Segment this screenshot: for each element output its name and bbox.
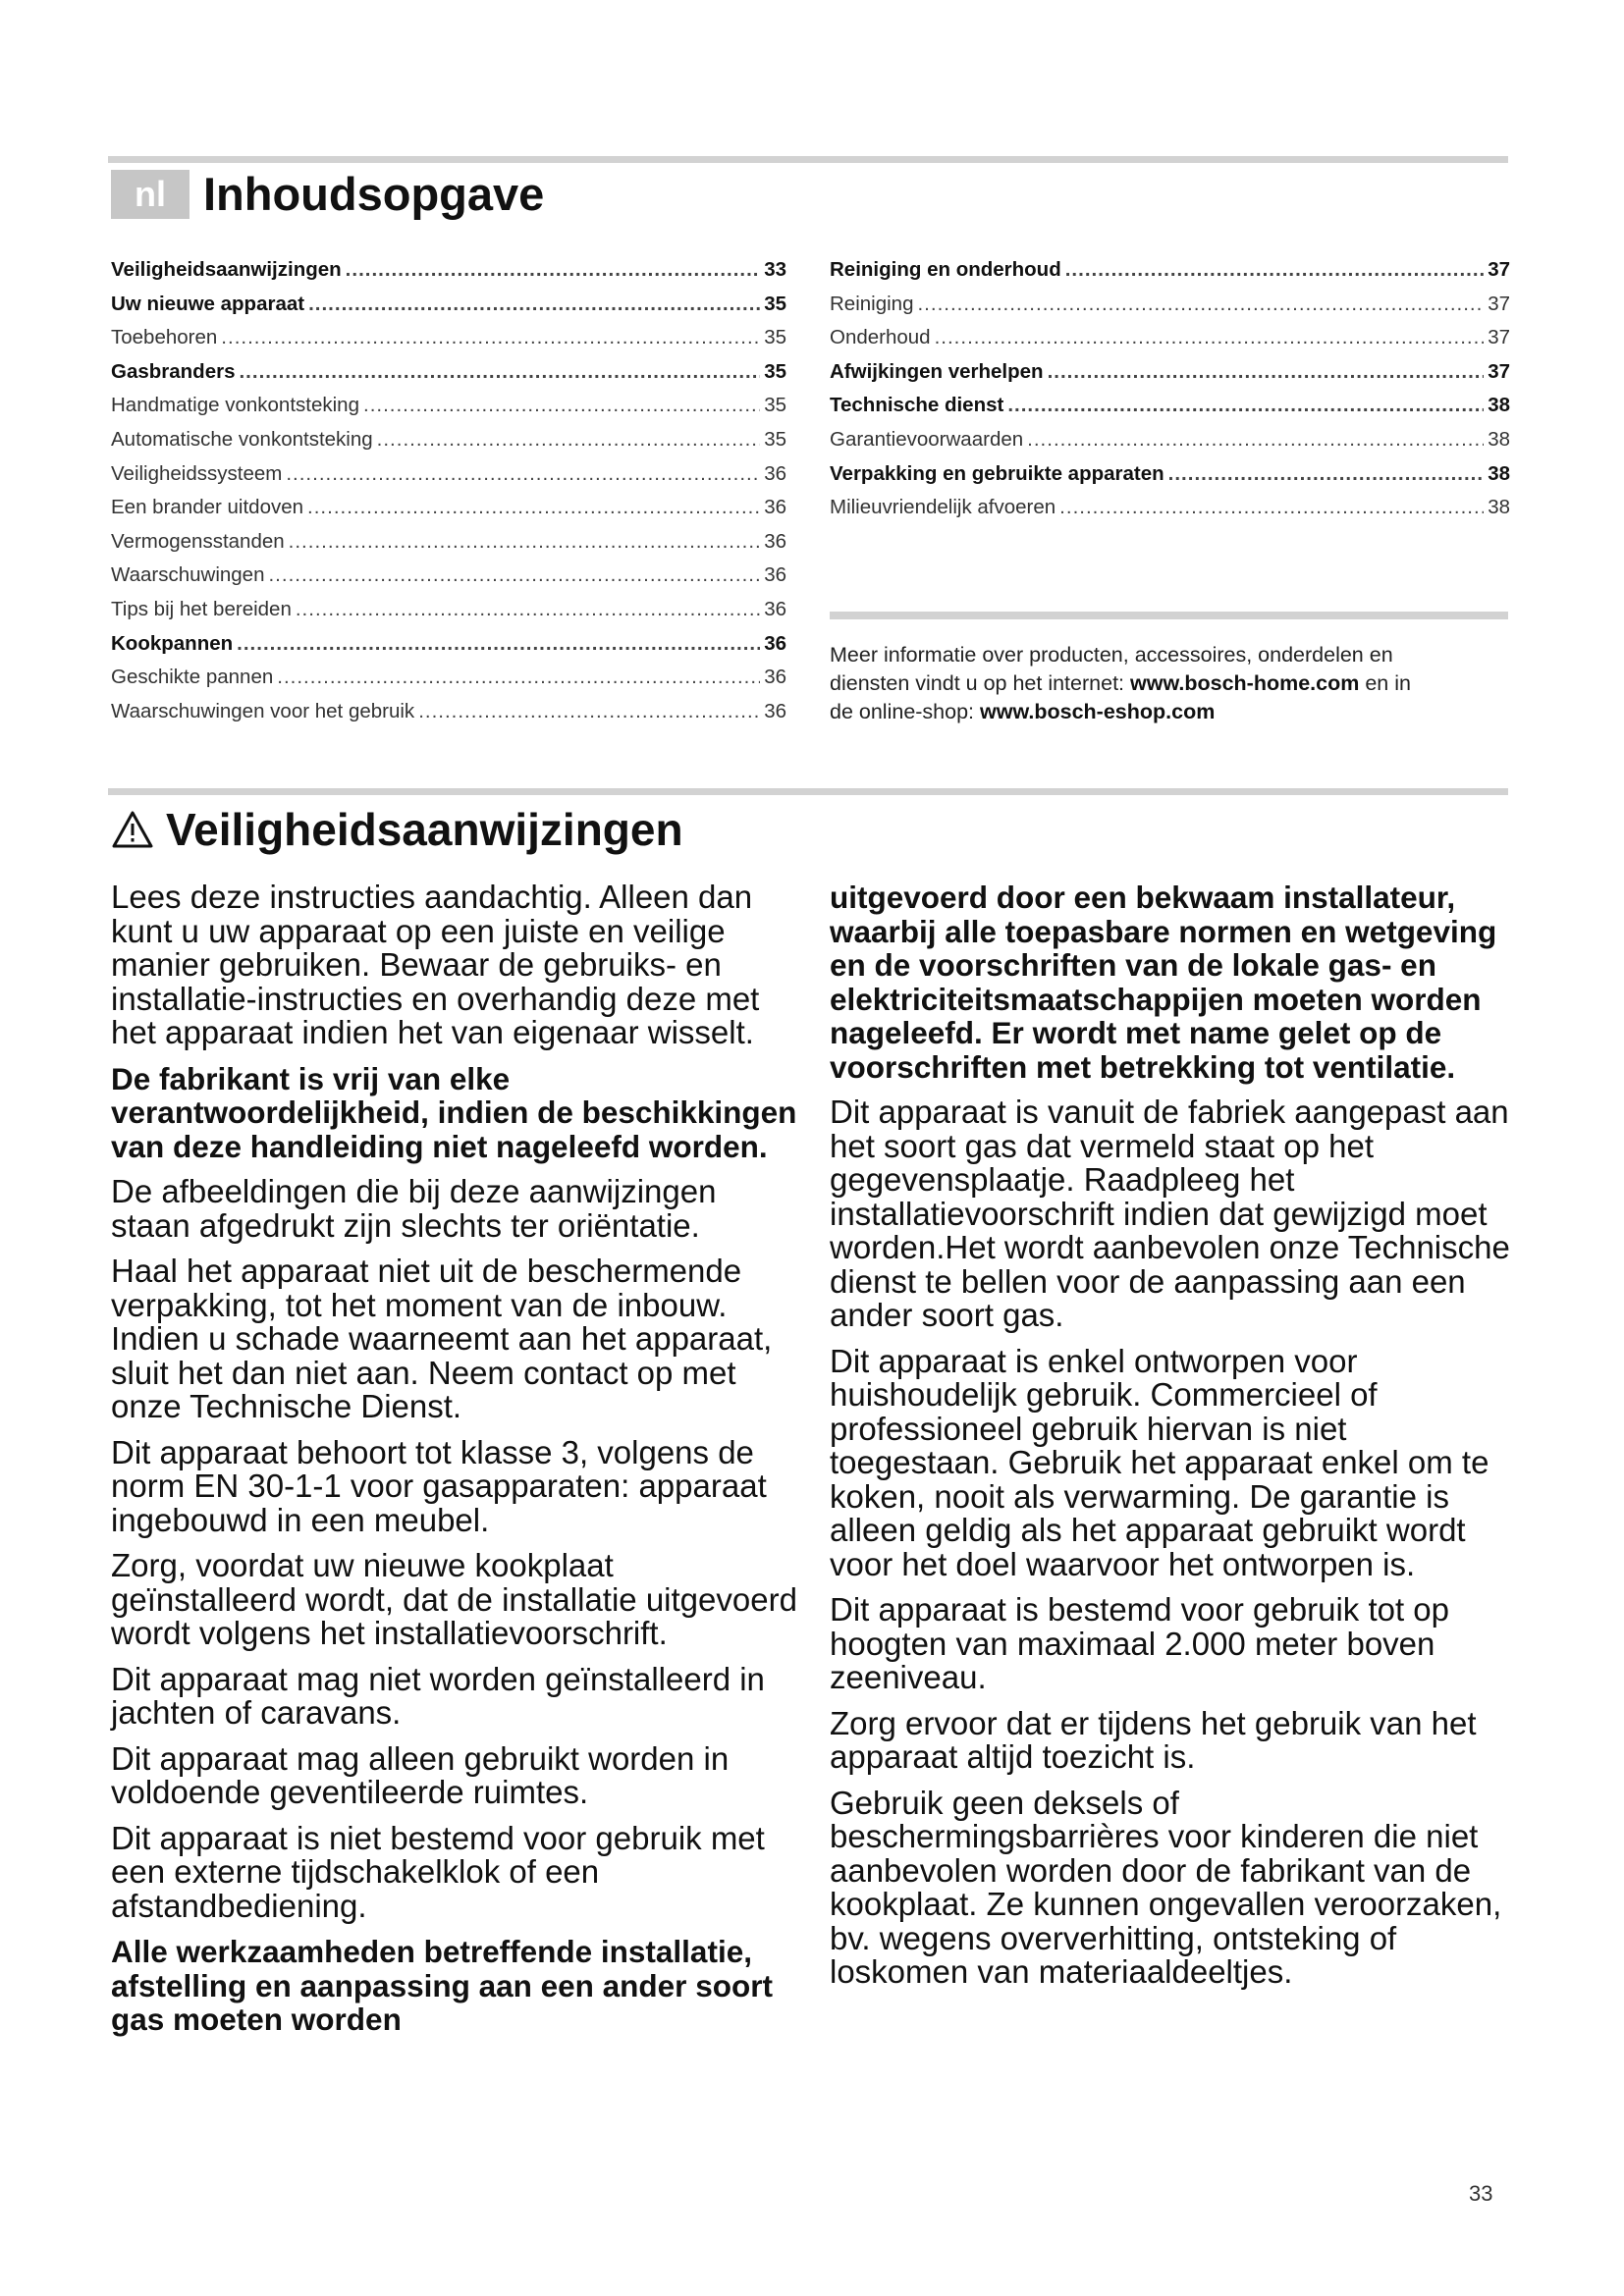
toc-entry-page: 36 [764, 461, 786, 485]
toc-entry-title: Garantievoorwaarden [830, 427, 1024, 451]
toc-entry-title: Handmatige vonkontsteking [111, 394, 359, 417]
toc-entry[interactable] [111, 632, 786, 667]
toc-entry-page: 36 [764, 529, 786, 553]
toc-entry-title: Waarschuwingen [111, 563, 265, 587]
warning-paragraph: uitgevoerd door een bekwaam installateur, waarbij alle toepasbare normen en wetgeving en de voorschriften van de lokale gas- en elektriciteitsmaatschappijen moeten worden nageleefd. Er wordt met name gelet op de voorschriften met betrekking tot ventilatie. [830, 880, 1497, 1085]
toc-entry-page: 36 [764, 699, 786, 722]
toc-entry-page: 37 [1488, 292, 1510, 315]
toc-entry-title: Veiligheidssysteem [111, 461, 283, 485]
toc-entry-page: 38 [1488, 461, 1510, 485]
toc-entry-title: Milieuvriendelijk afvoeren [830, 496, 1056, 519]
section-title: Veiligheidsaanwijzingen [166, 804, 683, 855]
toc-entry-title: Gasbranders [111, 359, 236, 383]
toc-entry-page: 37 [1488, 258, 1510, 281]
paragraph: Dit apparaat is niet bestemd voor gebruik met een externe tijdschakelklok of een afstandbediening. [111, 1819, 765, 1924]
toc-leader-dots [277, 666, 760, 689]
toc-entry-title: Tips bij het bereiden [111, 597, 292, 620]
toc-entry[interactable] [111, 563, 786, 598]
toc-entry[interactable] [830, 428, 1510, 462]
paragraph: Lees deze instructies aandachtig. Alleen dan kunt u uw apparaat op een juiste en veilige manier gebruiken. Bewaar de gebruiks- en installatie-instructies en overhandig deze met het apparaat indien het van eigenaar wisselt. [111, 879, 760, 1050]
toc-leader-dots [418, 700, 760, 723]
toc-entry-title: Technische dienst [830, 394, 1004, 417]
top-divider [108, 156, 1508, 163]
toc-leader-dots [935, 326, 1485, 349]
toc-entry[interactable] [830, 462, 1510, 497]
toc-leader-dots [346, 258, 761, 282]
toc-entry[interactable] [111, 666, 786, 700]
toc-entry-title: Reiniging en onderhoud [830, 258, 1061, 281]
paragraph: Dit apparaat is bestemd voor gebruik tot op hoogten van maximaal 2.000 meter boven zeeniveau. [830, 1591, 1450, 1695]
toc-entry-page: 35 [764, 427, 786, 451]
toc-leader-dots [221, 326, 760, 349]
toc-entry[interactable] [111, 428, 786, 462]
toc-entry[interactable] [111, 700, 786, 734]
toc-leader-dots [1027, 428, 1484, 452]
paragraph: Gebruik geen deksels of beschermingsbarrières voor kinderen die niet aanbevolen worden door de fabrikant van de kookplaat. Ze kunnen ongevallen veroorzaken, bv. wegens oververhitting, ontsteking of loskomen van materiaaldeeltjes. [830, 1784, 1502, 1990]
toc-entry-page: 35 [764, 359, 786, 383]
toc-entry[interactable] [111, 496, 786, 530]
toc-leader-dots [296, 598, 760, 621]
toc-entry[interactable] [830, 394, 1510, 428]
toc-entry[interactable] [111, 462, 786, 497]
toc-entry[interactable] [111, 598, 786, 632]
toc-entry[interactable] [111, 326, 786, 360]
info-line-2: diensten vindt u op het internet: [830, 671, 1130, 695]
toc-entry-title: Veiligheidsaanwijzingen [111, 258, 342, 281]
toc-leader-dots [1168, 462, 1485, 486]
warning-triangle-icon [111, 810, 154, 849]
toc-leader-dots [268, 563, 760, 587]
toc-entry[interactable] [830, 326, 1510, 360]
paragraph: De afbeeldingen die bij deze aanwijzingen staan afgedrukt zijn slechts ter oriëntatie. [111, 1173, 717, 1244]
toc-title: Inhoudsopgave [203, 168, 545, 220]
paragraph: Haal het apparaat niet uit de beschermende verpakking, tot het moment van de inbouw. Indien u schade waarneemt aan het apparaat, sluit het dan niet aan. Neem contact op met onze Technische Dienst. [111, 1253, 773, 1424]
paragraph: Dit apparaat mag alleen gebruikt worden in voldoende geventileerde ruimtes. [111, 1739, 730, 1810]
toc-entry[interactable] [111, 258, 786, 293]
section-divider [108, 788, 1508, 795]
toc-leader-dots [289, 530, 761, 554]
toc-entry-page: 33 [764, 258, 786, 281]
toc-entry-title: Een brander uitdoven [111, 496, 304, 519]
paragraph: Zorg ervoor dat er tijdens het gebruik van het apparaat altijd toezicht is. [830, 1704, 1477, 1775]
language-tag: nl [111, 170, 189, 219]
toc-entry[interactable] [111, 394, 786, 428]
toc-entry-page: 35 [764, 292, 786, 315]
toc-entry-page: 36 [764, 496, 786, 519]
toc-leader-dots [308, 293, 760, 316]
warning-paragraph: Alle werkzaamheden betreffende installatie, afstelling en aanpassing aan een ander soort gas moeten worden [111, 1934, 773, 2037]
toc-entry-page: 36 [764, 597, 786, 620]
section-heading [111, 795, 683, 864]
toc-leader-dots [1007, 394, 1484, 417]
toc-entry-title: Vermogensstanden [111, 529, 285, 553]
toc-entry-page: 36 [764, 666, 786, 689]
toc-leader-dots [1059, 496, 1484, 519]
toc-leader-dots [1048, 360, 1485, 384]
toc-entry[interactable] [111, 530, 786, 564]
toc-entry-title: Automatische vonkontsteking [111, 427, 373, 451]
toc-entry[interactable] [830, 258, 1510, 293]
warning-paragraph: De fabrikant is vrij van elke verantwoordelijkheid, indien de beschikkingen van deze handleiding niet nageleefd worden. [111, 1060, 797, 1164]
toc-entry-title: Reiniging [830, 292, 914, 315]
body-column-left [111, 881, 798, 2049]
toc-entry[interactable] [830, 293, 1510, 327]
toc-entry-page: 36 [764, 563, 786, 587]
toc-entry[interactable] [111, 293, 786, 327]
link-bosch-eshop[interactable]: www.bosch-eshop.com [980, 700, 1216, 723]
toc-right-column [830, 258, 1510, 530]
info-box [830, 641, 1517, 726]
paragraph: Zorg, voordat uw nieuwe kookplaat geïnstalleerd wordt, dat de installatie uitgevoerd wordt volgens het installatievoorschrift. [111, 1547, 797, 1651]
toc-entry-page: 38 [1488, 427, 1510, 451]
toc-entry[interactable] [830, 360, 1510, 395]
toc-left-column [111, 258, 786, 733]
paragraph: Dit apparaat is enkel ontworpen voor huishoudelijk gebruik. Commercieel of professioneel gebruik hiervan is niet toegestaan. Gebruik het apparaat enkel om te koken, nooit als verwarming. De garantie is alleen geldig als het apparaat gebruikt wordt voor het doel waarvoor het ontworpen is. [830, 1342, 1489, 1582]
info-divider [830, 612, 1508, 619]
toc-entry-page: 36 [764, 631, 786, 655]
toc-entry-title: Toebehoren [111, 326, 218, 349]
toc-leader-dots [363, 394, 760, 417]
toc-leader-dots [1065, 258, 1484, 282]
toc-entry-title: Kookpannen [111, 631, 234, 655]
paragraph: Dit apparaat is vanuit de fabriek aangepast aan het soort gas dat vermeld staat op het gegevensplaatje. Raadpleeg het installatievoorschrift indien dat gewijzigd moet worden.Het wordt aanbevolen onze Technische dienst te bellen voor de aanpassing aan een ander soort gas. [830, 1094, 1510, 1333]
toc-entry-title: Verpakking en gebruikte apparaten [830, 461, 1164, 485]
toc-entry-title: Geschikte pannen [111, 666, 274, 689]
body-column-right [830, 881, 1517, 2002]
toc-leader-dots [377, 428, 761, 452]
link-bosch-home[interactable]: www.bosch-home.com [1130, 671, 1360, 695]
toc-leader-dots [286, 462, 760, 486]
toc-entry-title: Afwijkingen verhelpen [830, 359, 1044, 383]
paragraph: Dit apparaat behoort tot klasse 3, volgens de norm EN 30-1-1 voor gasapparaten: apparaat ingebouwd in een meubel. [111, 1433, 767, 1538]
paragraph: Dit apparaat mag niet worden geïnstalleerd in jachten of caravans. [111, 1660, 765, 1731]
toc-entry[interactable] [830, 496, 1510, 530]
toc-leader-dots [239, 360, 760, 384]
toc-entry-page: 35 [764, 326, 786, 349]
toc-leader-dots [307, 496, 760, 519]
toc-entry-page: 37 [1488, 359, 1510, 383]
toc-entry-page: 37 [1488, 326, 1510, 349]
toc-entry-title: Waarschuwingen voor het gebruik [111, 699, 415, 722]
info-line-2-end: en in [1359, 671, 1411, 695]
toc-entry-page: 35 [764, 394, 786, 417]
toc-entry-page: 38 [1488, 394, 1510, 417]
toc-entry[interactable] [111, 360, 786, 395]
info-line-3: de online-shop: [830, 700, 980, 723]
toc-leader-dots [917, 293, 1484, 316]
page-number: 33 [1469, 2181, 1493, 2206]
toc-leader-dots [237, 632, 760, 656]
toc-entry-page: 38 [1488, 496, 1510, 519]
toc-entry-title: Uw nieuwe apparaat [111, 292, 305, 315]
toc-entry-title: Onderhoud [830, 326, 931, 349]
info-line-1: Meer informatie over producten, accessoires, onderdelen en [830, 643, 1393, 667]
